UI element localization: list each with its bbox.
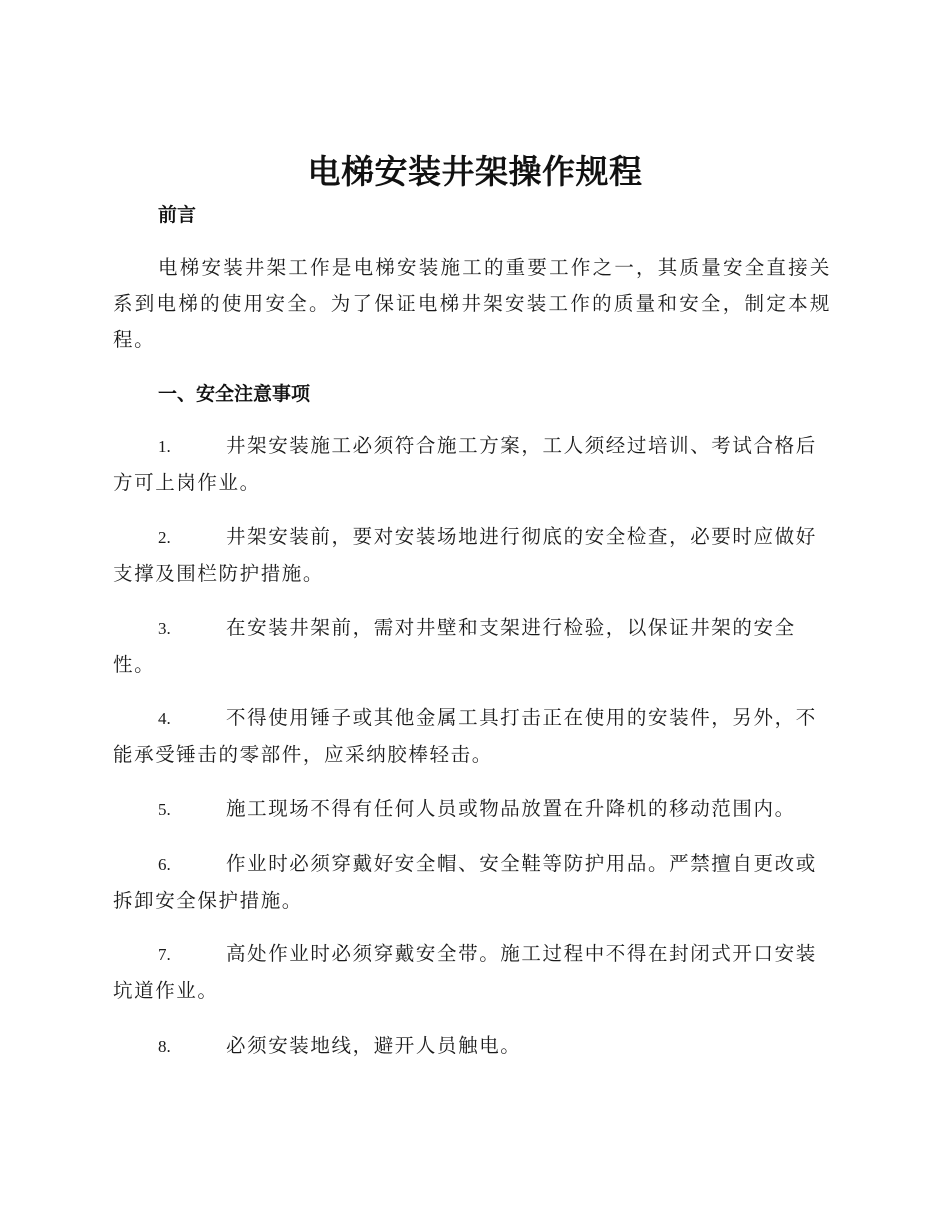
list-item (113, 1028, 831, 1065)
list-item-number: 1. (158, 437, 171, 456)
list-item-text: 井架安装前，要对安装场地进行彻底的安全检查，必要时应做好支撑及围栏防护措施。 (113, 525, 817, 585)
list-item-number: 8. (158, 1037, 171, 1056)
list-item-number: 4. (158, 709, 171, 728)
list-item (113, 936, 831, 1009)
list-item (113, 519, 831, 592)
list-item-number: 7. (158, 945, 171, 964)
list-item-text: 作业时必须穿戴好安全帽、安全鞋等防护用品。严禁擅自更改或拆卸安全保护措施。 (113, 852, 817, 912)
list-item-text: 必须安装地线，避开人员触电。 (226, 1034, 522, 1057)
preface-paragraph: 电梯安装井架工作是电梯安装施工的重要工作之一，其质量安全直接关系到电梯的使用安全。为了保证电梯井架安装工作的质量和安全，制定本规程。 (113, 256, 831, 351)
list-item-text: 不得使用锤子或其他金属工具打击正在使用的安装件，另外，不能承受锤击的零部件，应采纳胶棒轻击。 (113, 706, 817, 766)
list-item (113, 610, 831, 683)
list-item-text: 在安装井架前，需对井壁和支架进行检验，以保证井架的安全性。 (113, 616, 796, 676)
list-item-number: 6. (158, 855, 171, 874)
list-item (113, 700, 831, 773)
list-item (113, 791, 831, 828)
list-item-number: 5. (158, 800, 171, 819)
list-item-text: 施工现场不得有任何人员或物品放置在升降机的移动范围内。 (226, 797, 796, 820)
list-item (113, 846, 831, 919)
document-title: 电梯安装井架操作规程 (307, 152, 643, 191)
preface-heading: 前言 (158, 204, 197, 226)
list-item (113, 428, 831, 501)
section-heading-safety: 一、安全注意事项 (158, 383, 311, 405)
list-item-number: 2. (158, 528, 171, 547)
list-item-number: 3. (158, 619, 171, 638)
list-item-text: 井架安装施工必须符合施工方案，工人须经过培训、考试合格后方可上岗作业。 (113, 434, 817, 494)
list-item-text: 高处作业时必须穿戴安全带。施工过程中不得在封闭式开口安装坑道作业。 (113, 942, 817, 1002)
